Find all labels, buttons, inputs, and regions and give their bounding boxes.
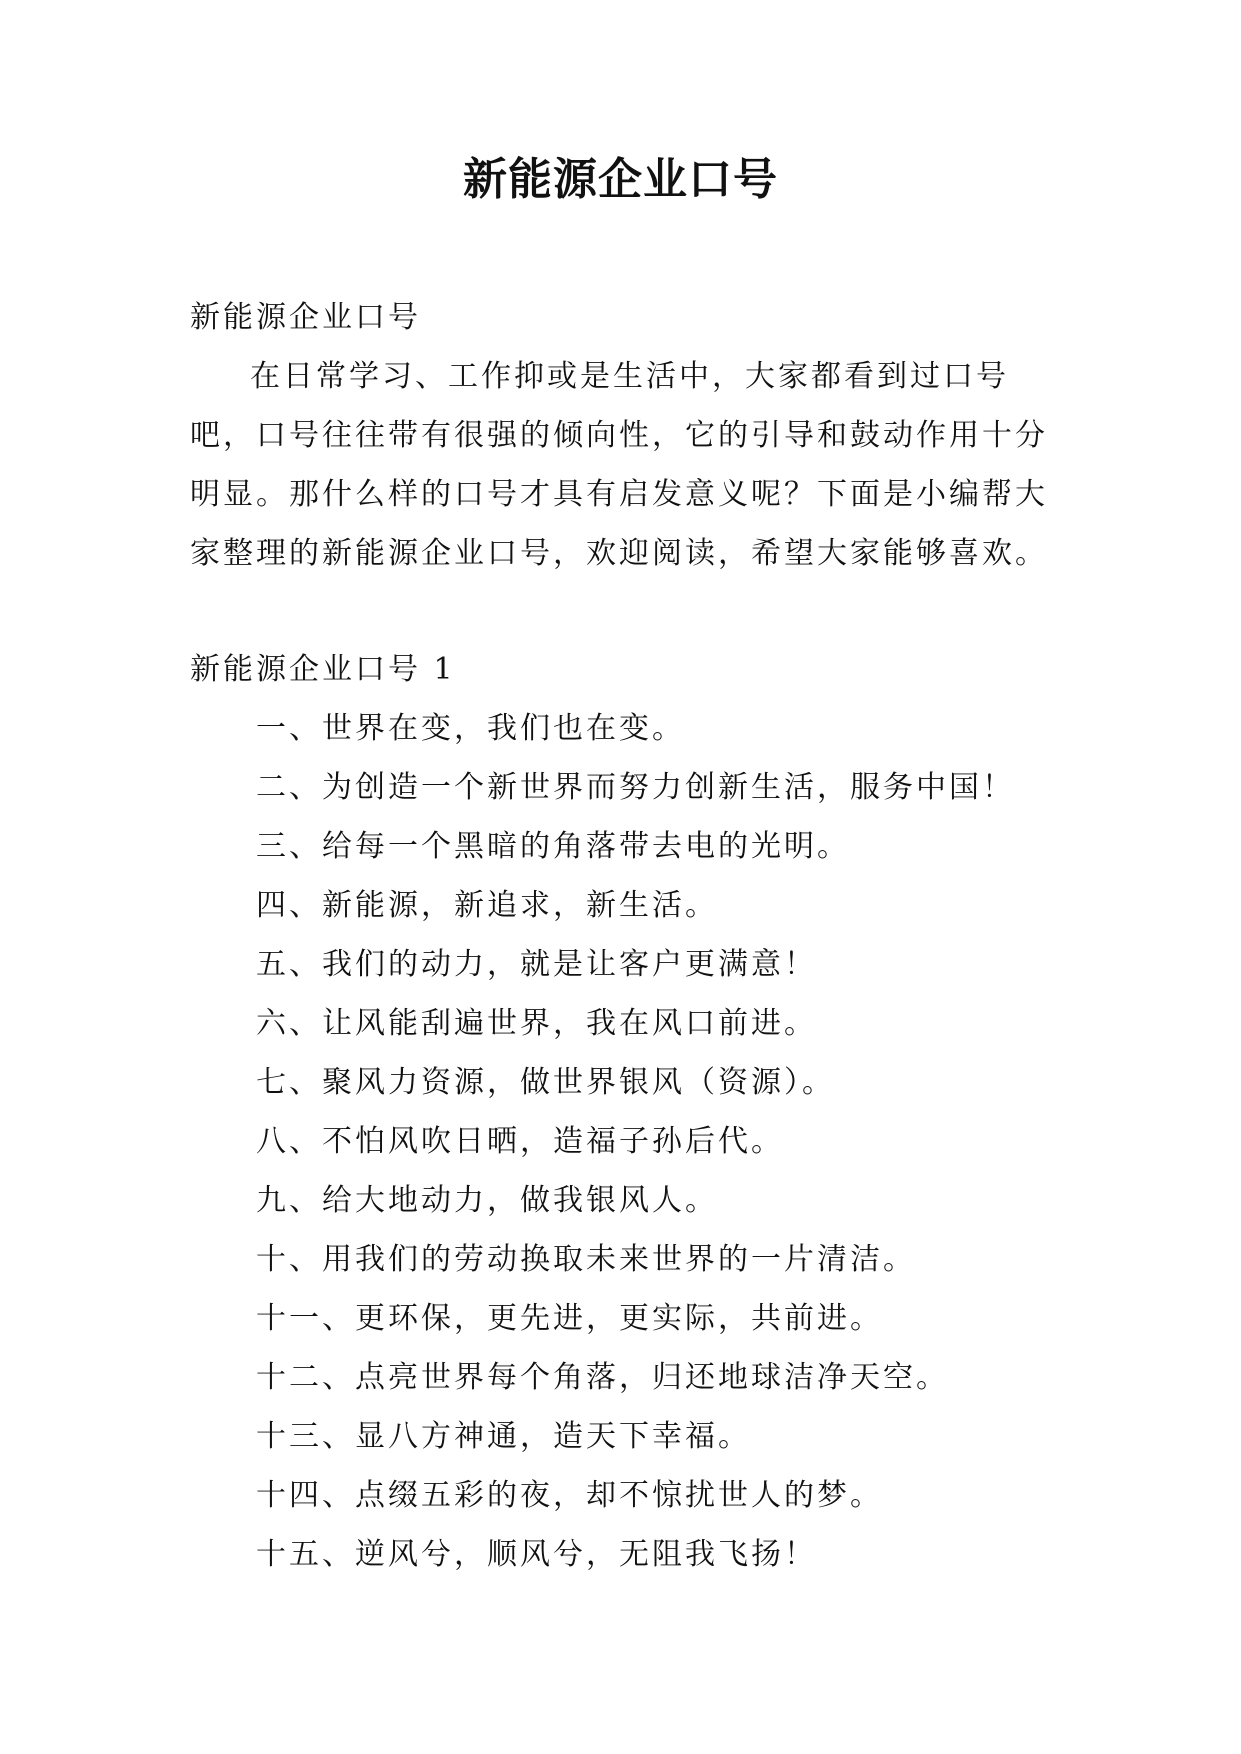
slogan-item: 二、为创造一个新世界而努力创新生活，服务中国！ bbox=[256, 770, 1015, 805]
intro-paragraph: 在日常学习、工作抑或是生活中，大家都看到过口号吧，口号往往带有很强的倾向性，它的引导和鼓动作用十分明显。那什么样的口号才具有启发意义呢？下面是小编帮大家整理的新能源企业口号，欢迎阅读，希望大家能够喜欢。 bbox=[190, 359, 1048, 571]
slogan-item: 六、让风能刮遍世界，我在风口前进。 bbox=[256, 1006, 817, 1041]
slogan-item: 十、用我们的劳动换取未来世界的一片清洁。 bbox=[256, 1242, 916, 1277]
slogan-item: 九、给大地动力，做我银风人。 bbox=[256, 1183, 718, 1218]
slogan-list bbox=[256, 699, 1076, 1584]
document-title: 新能源企业口号 bbox=[463, 154, 778, 205]
slogan-item: 三、给每一个黑暗的角落带去电的光明。 bbox=[256, 829, 850, 864]
slogan-item: 一、世界在变，我们也在变。 bbox=[256, 711, 685, 746]
slogan-item: 四、新能源，新追求，新生活。 bbox=[256, 888, 718, 923]
slogan-item: 十二、点亮世界每个角落，归还地球洁净天空。 bbox=[256, 1360, 949, 1395]
slogan-item: 十四、点缀五彩的夜，却不惊扰世人的梦。 bbox=[256, 1478, 883, 1513]
document-subtitle: 新能源企业口号 bbox=[190, 300, 421, 335]
slogan-item: 七、聚风力资源，做世界银风（资源）。 bbox=[256, 1065, 835, 1100]
slogan-item: 十三、显八方神通，造天下幸福。 bbox=[256, 1419, 751, 1454]
slogan-item: 五、我们的动力，就是让客户更满意！ bbox=[256, 947, 817, 982]
slogan-item: 十五、逆风兮，顺风兮，无阻我飞扬！ bbox=[256, 1537, 817, 1572]
slogan-item: 十一、更环保，更先进，更实际，共前进。 bbox=[256, 1301, 883, 1336]
section-heading: 新能源企业口号 1 bbox=[190, 652, 456, 687]
slogan-item: 八、不怕风吹日晒，造福子孙后代。 bbox=[256, 1124, 784, 1159]
